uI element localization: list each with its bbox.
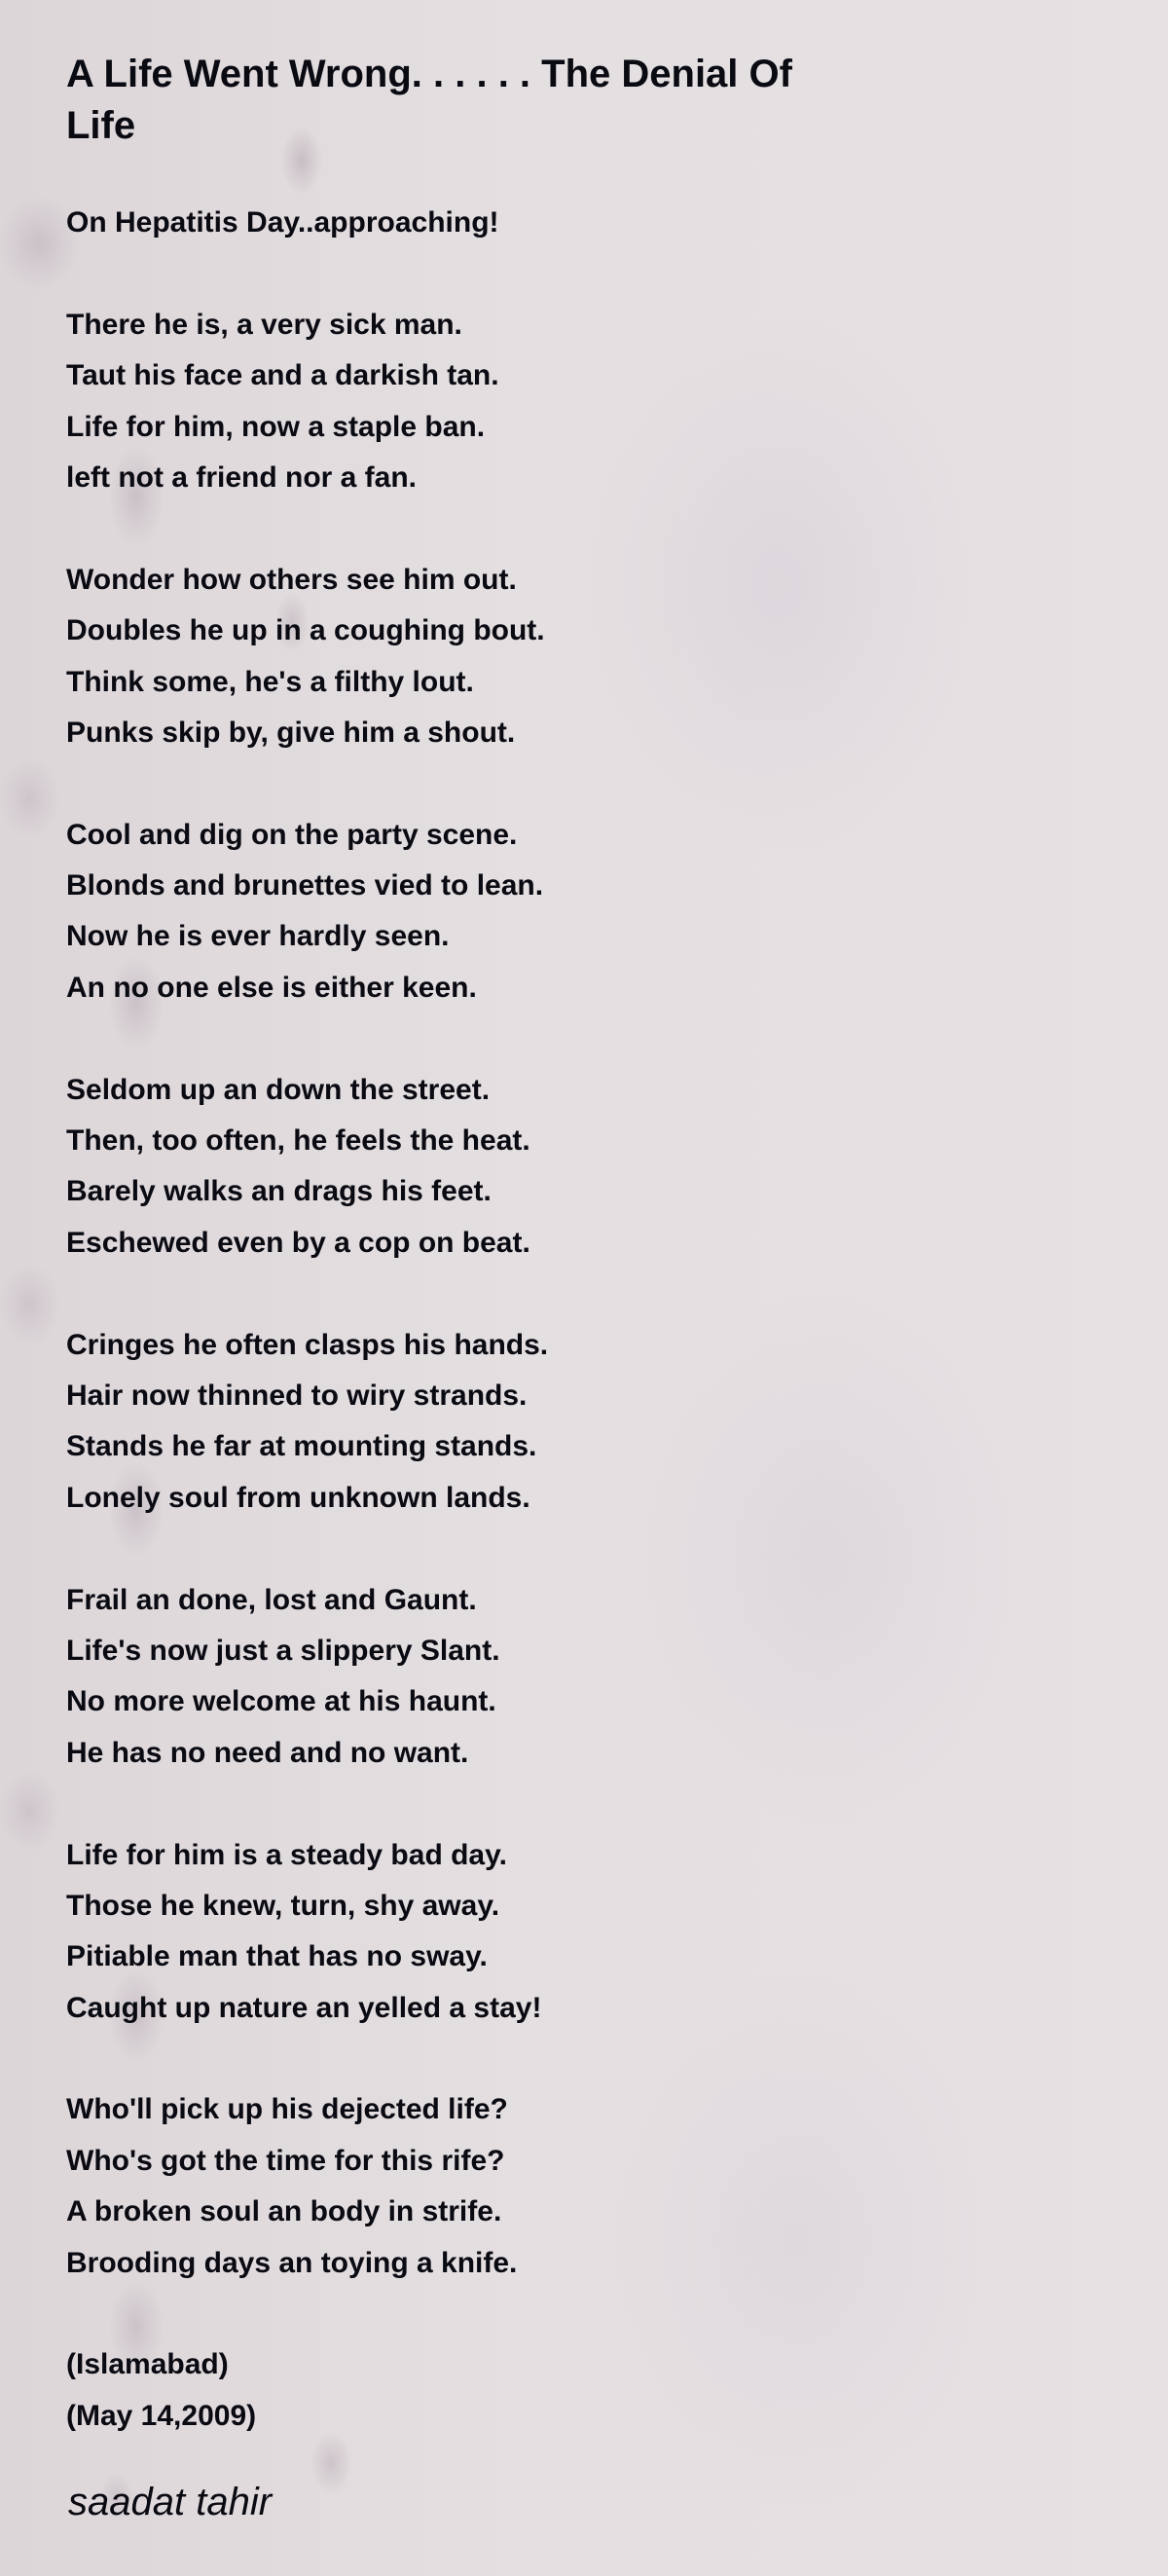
poem-line: Punks skip by, give him a shout. — [66, 716, 516, 749]
stanza-gap — [66, 1779, 548, 1829]
poem-line: He has no need and no want. — [66, 1736, 469, 1769]
author-signature: saadat tahir — [68, 2481, 273, 2523]
poem-title: A Life Went Wrong. . . . . . The Denial Of Life — [66, 53, 792, 147]
poem-line: Who'll pick up his dejected life? — [66, 2093, 508, 2126]
stanza-8 — [66, 2084, 548, 2289]
poem-line: Taut his face and a darkish tan. — [66, 359, 499, 392]
poem-line: Seldom up an down the street. — [66, 1073, 491, 1106]
stanza-gap — [66, 1269, 548, 1319]
poem-body — [66, 198, 548, 2442]
poem-line: Frail an done, lost and Gaunt. — [66, 1583, 477, 1616]
stanza-6 — [66, 1575, 548, 1780]
poem-line: No more welcome at his haunt. — [66, 1685, 496, 1718]
poem-line: Eschewed even by a cop on beat. — [66, 1226, 530, 1259]
stanza-3 — [66, 810, 548, 1014]
poem-line: Then, too often, he feels the heat. — [66, 1124, 530, 1158]
poem-line: Doubles he up in a coughing bout. — [66, 614, 545, 647]
poem-line: Wonder how others see him out. — [66, 563, 517, 596]
poem-place: (Islamabad) — [66, 2348, 229, 2381]
poem-line: Barely walks an drags his feet. — [66, 1175, 492, 1208]
stanza-gap — [66, 503, 548, 554]
poem-line: Stands he far at mounting stands. — [66, 1430, 537, 1463]
stanza-gap — [66, 1524, 548, 1574]
poem-line: Pitiable man that has no sway. — [66, 1940, 488, 1973]
poem-line: Blonds and brunettes vied to lean. — [66, 869, 544, 902]
stanza-gap — [66, 248, 548, 299]
poem-line: Caught up nature an yelled a stay! — [66, 1991, 542, 2024]
stanza-1 — [66, 300, 548, 504]
poem-line: Those he knew, turn, shy away. — [66, 1889, 500, 1922]
poem-line: left not a friend nor a fan. — [66, 460, 418, 494]
poem-line: Now he is ever hardly seen. — [66, 920, 450, 953]
poem-line: There he is, a very sick man. — [66, 308, 462, 341]
stanza-gap — [66, 2289, 548, 2339]
stanza-2 — [66, 555, 548, 759]
poem-line: Lonely soul from unknown lands. — [66, 1481, 530, 1514]
stanza-7 — [66, 1830, 548, 2035]
poem-line: Cringes he often clasps his hands. — [66, 1328, 549, 1361]
poem-line: An no one else is either keen. — [66, 971, 477, 1004]
stanza-gap — [66, 1013, 548, 1064]
stanza-5 — [66, 1320, 548, 1525]
poem-line: A broken soul an body in strife. — [66, 2195, 502, 2228]
poem-line: Life for him, now a staple ban. — [66, 410, 486, 443]
stanza-gap — [66, 2034, 548, 2084]
poem-date: (May 14,2009) — [66, 2399, 257, 2432]
poem-line: Think some, he's a filthy lout. — [66, 665, 474, 698]
poem-line: Cool and dig on the party scene. — [66, 818, 518, 851]
poem-line: Who's got the time for this rife? — [66, 2144, 505, 2177]
poem-line: Life for him is a steady bad day. — [66, 1838, 507, 1871]
poem-line: Brooding days an toying a knife. — [66, 2246, 518, 2279]
stanza-4 — [66, 1065, 548, 1270]
poem-line: Life's now just a slippery Slant. — [66, 1634, 500, 1667]
poem-subtitle: On Hepatitis Day..approaching! — [66, 206, 499, 239]
stanza-gap — [66, 758, 548, 809]
poem-line: Hair now thinned to wiry strands. — [66, 1379, 528, 1412]
